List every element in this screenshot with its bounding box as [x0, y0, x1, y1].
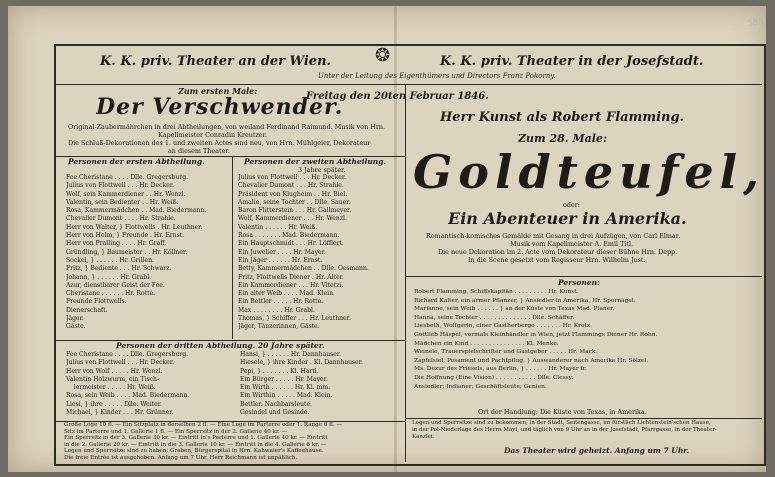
right-play-decoration: Die neue Dekoration im 2. Acte vom Dekorateur dieser Bühne Hrn. Depp.	[438, 248, 678, 256]
setting-location: Ort der Handlung: Die Küste von Texas, in Amerika.	[478, 408, 647, 416]
playbill-sheet	[8, 6, 766, 472]
first-time-note: Zum ersten Male:	[178, 86, 258, 96]
third-act-cast-right: Hansi, } . . . . . . Hr. Dannhauser. Hiesele, } ihre Kinder . Kl. Dannhauser. Pepi, } . . . . . . . Kl. Hartl. Ein Bürger . . . . . Hr. Mayer. Ein Wirth . . . . . . Hr. Kl. mm. Ein Wirthin . . . . . Mad. Klein. Bettler. Nachbarsleute. Gesindel und Gesinde.	[240, 351, 363, 417]
second-act-cast-list: Julius von Flottwell . . . Hr. Decker. Chevalier Dumont . . . Hr. Strahle. Präsident von Klugheim . . Hr. Biel. Amalie, seine Tochter . . Dlle. Sauer. Baron Flitterstein . . . Hr. Gallmeyer. Wolf, Kammerdiener . . . Hr. Wenzl. Valentin . . . . . . Hr. Weiß. Rosa . . . . . . . Mad. Biedermann. Ein Hauptschmidt . . . Hr. Löfflert. Ein Juwelier . . . . Hr. Mayer. Ein Jäger . . . . . . Hr. Ernst. Betty, Kammermädchen . . Dlle. Oesmann. Fritz, Flottwells Diener . Hr. Alter. Ein Kammerdiener . . . Hr. Vitetzi. Ein alter Weib . . . . Mad. Klein. Ein Bettler . . . . . Hr. Rotte. Max . . . . . . . . Hr. Grabl. Thomas, } Schiffer . . . Hr. Leuthner. Jäger, Tänzerinnen, Gäste.	[238, 174, 369, 331]
cast-divider	[232, 157, 233, 339]
management-line: Unter der Leitung des Eigenthümers und Directors Franz Pokorny.	[318, 72, 556, 80]
performance-count: Zum 28. Male:	[518, 132, 608, 145]
third-act-cast-left: Fee Cheristane . . . . Dlle. Gregersburg. Julius von Flottwell . . . Hr. Decker. Herr von Wolf . . . . . Hr. Wenzl. Valentin Holzwurm, ein Tisch- lermeister . . . . . Hr. Weiß. Rosa, sein Weib . . . . Mad. Biedermann. Liesi, } ihre . . . . . Dlle. Weiter. Michael, } Kinder . . . Hr. Grünner.	[66, 351, 190, 417]
right-theater-name: K. K. priv. Theater in der Josefstadt.	[440, 54, 704, 69]
right-play-director: In die Scene gesetzt vom Regisseur Hrn. Wilhelm Just.	[468, 256, 646, 264]
closing-note: Das Theater wird geheizt. Anfang um 7 Uhr.	[504, 446, 690, 455]
right-cast-rule	[406, 276, 762, 277]
left-play-title: Der Verschwender.	[96, 94, 344, 120]
right-play-music: Musik vom Kapellmeister A. Emil Titl.	[510, 240, 634, 248]
left-play-subtitle-4: an diesem Theater.	[168, 147, 230, 155]
column-divider	[405, 85, 406, 462]
right-footer-rule	[406, 418, 762, 419]
right-cast-heading: Personen:	[558, 278, 600, 287]
left-theater-name: K. K. priv. Theater an der Wien.	[100, 54, 332, 69]
left-play-subtitle-1: Original-Zaubermährchen in drei Abtheilungen, von weiland Ferdinand Raimund. Musik von Hrn.	[68, 123, 386, 131]
second-act-subheading: 3 Jahre später.	[298, 166, 346, 174]
right-play-subtitle: Ein Abenteuer in Amerika.	[448, 209, 687, 228]
imperial-eagle-icon: ❂	[375, 45, 391, 66]
guest-performer: Herr Kunst als Robert Flamming.	[440, 110, 685, 125]
left-play-subtitle-3: Die Schluß-Dekorationen des 1. und zweiten Actes sind neu, von Hrn. Mühlgeier, Dekorateur	[68, 139, 371, 147]
title-conjunction: oder:	[563, 201, 580, 209]
left-play-subtitle-2: Kapellmeister Conradin Kreutzer.	[158, 131, 267, 139]
first-act-heading: Personen der ersten Abtheilung.	[68, 157, 205, 166]
performance-date: Freitag den 20ten Februar 1846.	[306, 91, 489, 102]
right-play-genre: Romantisch-komisches Gemälde mit Gesang in drei Aufzügen, von Carl Elmar.	[426, 232, 681, 240]
third-act-heading: Personen der dritten Abtheilung. 20 Jahre später.	[116, 341, 325, 350]
ticket-office-info: Logen und Sperrsitze sind zu bekommen, in der Stadt, Seitengasse, im fürstlich Lichtenstein'schen Hause, in der Pol-Niederlage des Herrn Mayl, und täglich von 9 Uhr an in der Josefstadt, Pfarrgasse, in der Theater- Kanzlei.	[412, 420, 717, 440]
right-cast-list: Robert Flamming, Schiffskapitän . . . . . . . . . Hr. Kunst. Richard Kalter, ein armer Pflanzer, } Ansiedler in Amerika, Hr. Spornagel. Marianne, sein Weib . . . . . . } an der Küste von Texas Mad. Planer. Hanna, seine Tochter . . . . . . . . . . . . . . Dlle. Schäffer. Liesbeth, Wolfgerin, einer Gastherberge . . . . . . . Hr. Krotz. Gottlieb Häspel, vormals Kleinhändler in Wien, jetzt Flammings Diener Hr. Rohn. Mädchen ein Kind . . . . . . . . . . . . . . . Kl. Menke. Weinele, Trauerspielschrifter und Gastgeber . . . . . Hr. Mack. Zapfelsiel, Posament und Pachtpflug, } Auswanderer nach Amerika Hr. Sölzel. Ms. Dezur des Friesels, aus Berlin, } . . . . . . Hr. Mayer fr. Die Hoffnung (Eine Vision) . . . . . . . . . . . Dlle. Clessy. Ansiedler; Indianer; Geschäftsleute; Genien.	[414, 289, 658, 390]
second-act-heading: Personen der zweiten Abtheilung.	[244, 157, 387, 166]
ticket-prices: Große Loge 10 fl. — Ein Sitzplatz in derselben 2 fl. — Eine Loge im Parterre oder 1. Range 6 fl. — Sitz im Parterre und 1. Gallerie 1 fl. — Ein Sperrsitz in der 2. Gallerie 40 kr. — Ein Sperrsitz in der 3. Gallerie 30 kr. — Eintritt in's Parterre und 1. Gallerie 40 kr. — Eintritt in die 2. Gallerie 20 kr. — Eintritt in die 3. Gallerie 10 kr. — Eintritt in die 4. Gallerie 6 kr. — Logen und Sperrsitze sind zu haben: Graben, Bürgerspital in Hrn. Kahwaier's Kaffeehause. Die freie Entrée ist ausgehoben. Anfang um 7 Uhr. Herr Reichmann ist unpäßlich.	[64, 422, 343, 461]
archive-stamp: 595	[747, 16, 764, 29]
header-rule	[56, 84, 762, 85]
right-play-title: Goldteufel,	[413, 145, 766, 199]
first-act-cast-list: Fee Cheristane . . . . Dlle. Gregersburg. Julius von Flottwell . . . Hr. Decker. Wolf, sein Kammerdiener . . Hr. Wenzl. Valentin, sein Bedienter . . Hr. Weiß. Rosa, Kammermädchen . . Mad. Biedermann. Chevalier Dumont . . . . Hr. Strahle. Herr von Walter, } Flottwells . Hr. Leuthner. Herr von Helm, } Freunde . Hr. Ernst. Herr von Pralling . . . . Hr. Graff. Gründling, } Baumeister . . Hr. Köllner. Sockel, } . . . . . . Hr. Grillen. Fritz, } Bediente . . . Hr. Schwarz. Johann, } . . . . . . Hr. Grabl. Azur, dienstbarer Geist der Fee. Cheristane . . . . . . Hr. Rotte. Freunde Flottwells. Dienerschaft. Jäger. Gäste.	[66, 174, 207, 331]
